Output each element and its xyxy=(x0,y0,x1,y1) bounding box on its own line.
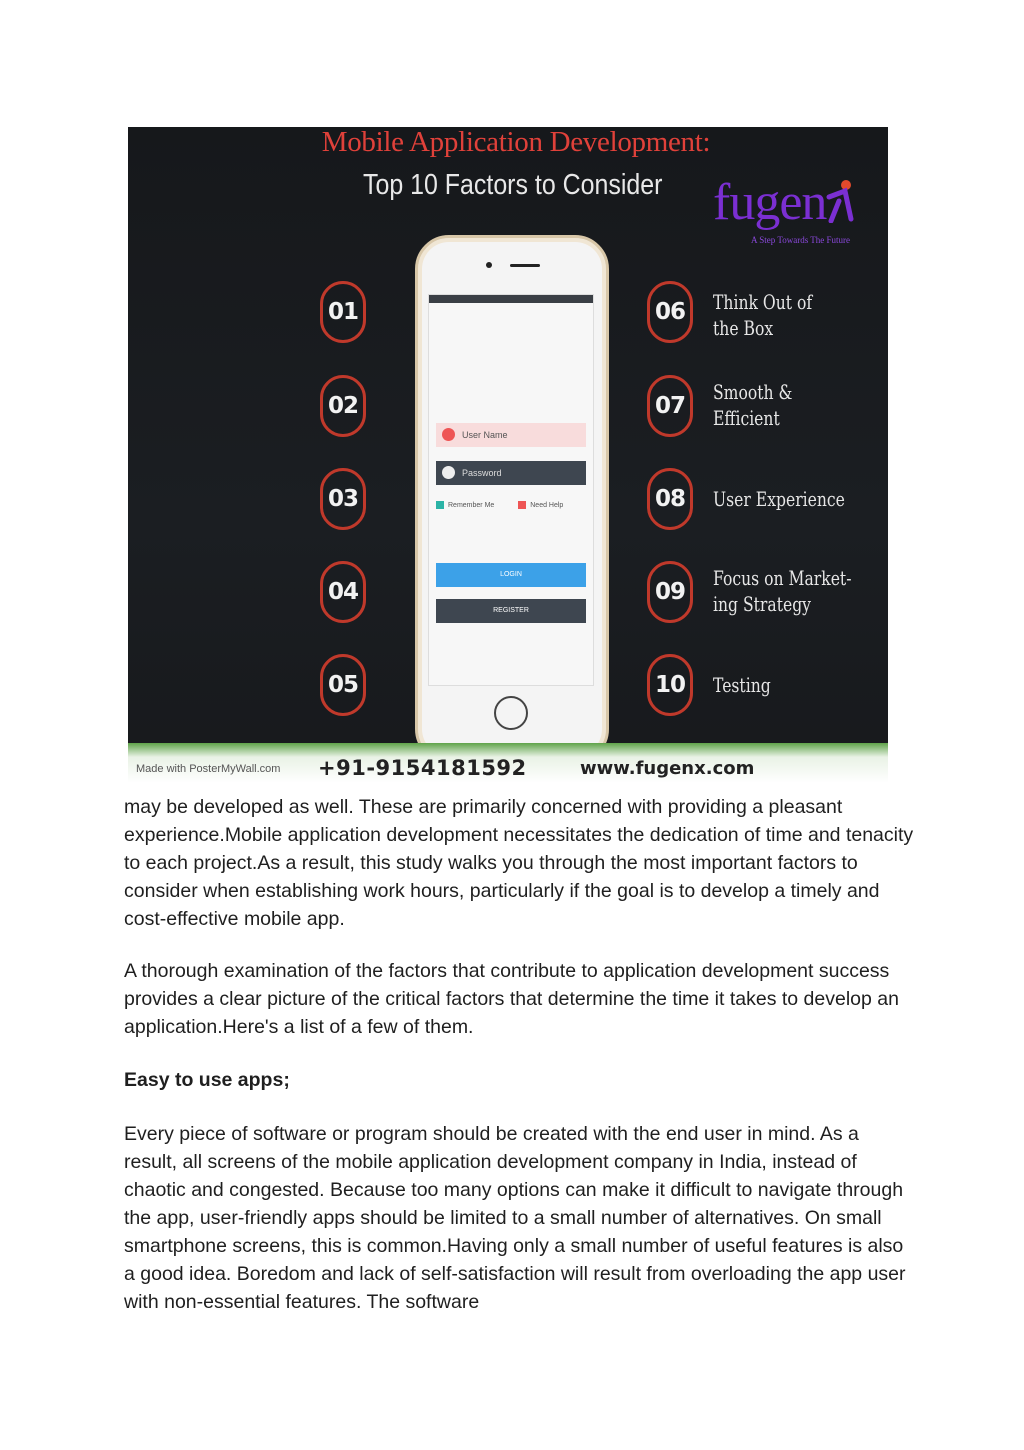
factor-label: Think Out of the Box xyxy=(713,290,813,340)
factor-number: 03 xyxy=(320,468,366,530)
factor-label: User Experience xyxy=(713,487,845,511)
phone-screen xyxy=(428,294,594,686)
factor-label: Testing xyxy=(713,673,771,697)
poster-footer xyxy=(128,743,888,783)
contact-phone: +91-9154181592 xyxy=(318,756,527,780)
logo-figure-icon xyxy=(825,179,855,223)
logo-wordmark: fugen xyxy=(713,174,827,231)
factor-label: Focus on Market-ing Strategy xyxy=(713,566,852,616)
factor-number: 07 xyxy=(647,375,693,437)
factor-number: 05 xyxy=(320,654,366,716)
infographic-title: Mobile Application Development: xyxy=(321,127,711,158)
password-field xyxy=(436,461,586,485)
home-button-icon xyxy=(494,696,528,730)
password-placeholder: Password xyxy=(462,468,502,478)
website-url: www.fugenx.com xyxy=(580,758,755,779)
fugenx-logo xyxy=(713,175,863,251)
factor-number: 02 xyxy=(320,375,366,437)
section-heading: Easy to use apps; xyxy=(124,1069,290,1091)
factor-number: 09 xyxy=(647,561,693,623)
help-label: Need Help xyxy=(530,501,564,509)
login-button: LOGIN xyxy=(436,563,586,587)
infographic-image xyxy=(128,127,888,783)
factor-number: 08 xyxy=(647,468,693,530)
status-bar xyxy=(429,295,593,303)
phone-speaker xyxy=(510,264,540,267)
made-with-credit: Made with PosterMyWall.com xyxy=(136,763,281,775)
infographic-subtitle: Top 10 Factors to Consider xyxy=(363,169,663,201)
factor-number: 10 xyxy=(647,654,693,716)
lock-icon xyxy=(442,466,455,479)
help-icon xyxy=(518,501,526,509)
paragraph-1: may be developed as well. These are primarily concerned with providing a pleasant experience.Mobile application development necessitates the dedication of time and tenacity to each project.As a result, this study walks you through the most important factors to consider when establishing work hours, particularly if the goal is to develop a timely and cost-effective mobile app. xyxy=(124,796,914,930)
logo-tagline: A Step Towards The Future xyxy=(751,235,851,245)
login-options xyxy=(436,501,586,515)
user-icon xyxy=(442,428,455,441)
checkbox-icon xyxy=(436,501,444,509)
phone-mockup xyxy=(415,235,609,763)
factor-number: 06 xyxy=(647,281,693,343)
remember-label: Remember Me xyxy=(448,501,495,509)
username-placeholder: User Name xyxy=(462,430,508,440)
factor-label: Smooth & Efficient xyxy=(713,380,793,430)
factor-number: 01 xyxy=(320,281,366,343)
register-button: REGISTER xyxy=(436,599,586,623)
paragraph-3: Every piece of software or program should be created with the end user in mind. As a result, all screens of the mobile application development company in India, instead of chaotic and congested. Because too many options can make it difficult to navigate through the app, user-friendly apps should be limited to a small number of alternatives. On small smartphone screens, this is common.Having only a small number of useful features is also a good idea. Boredom and lack of self-satisfaction will result from overloading the app user with non-essential features. The software xyxy=(124,1123,906,1313)
paragraph-2: A thorough examination of the factors that contribute to application development success provides a clear picture of the critical factors that determine the time it takes to develop an application.Here's a list of a few of them. xyxy=(124,960,899,1038)
phone-camera xyxy=(486,262,492,268)
factor-number: 04 xyxy=(320,561,366,623)
username-field xyxy=(436,423,586,447)
